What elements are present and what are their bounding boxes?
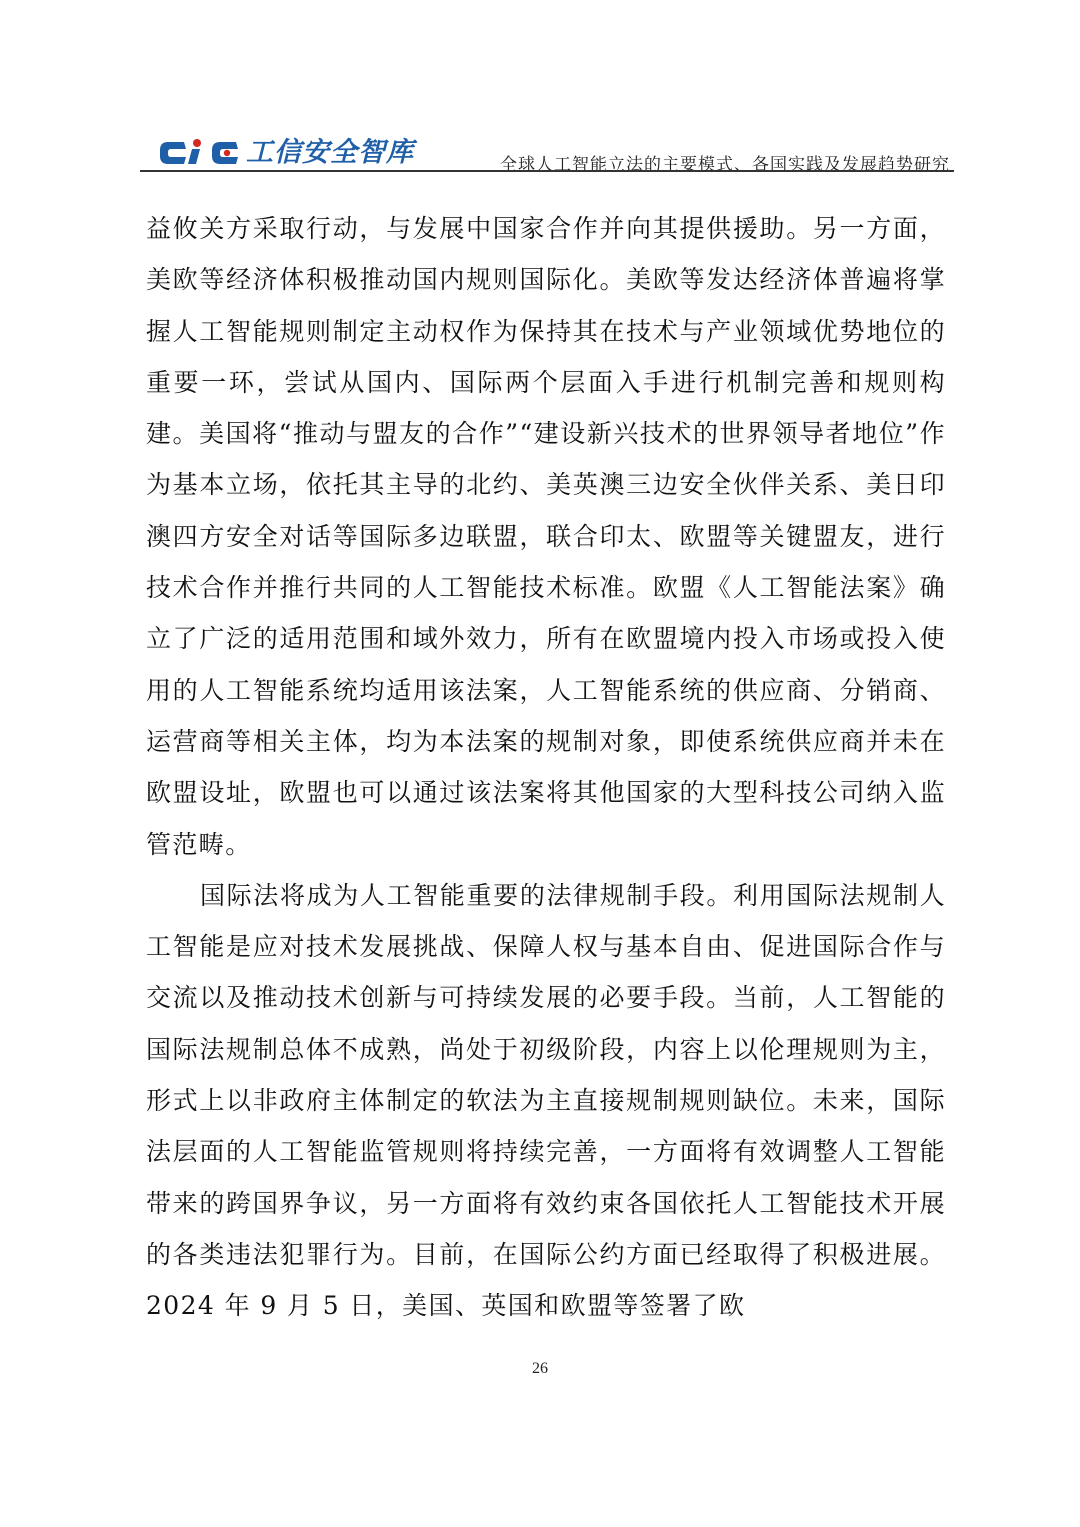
cic-logo-mark (156, 136, 242, 170)
page-number: 26 (532, 1360, 548, 1377)
cic-logo (156, 136, 414, 170)
paragraph-international-law: 国际法将成为人工智能重要的法律规制手段。利用国际法规制人工智能是应对技术发展挑战、保障人权与基本自由、促进国际合作与交流以及推动技术创新与可持续发展的必要手段。当前，人工智能的国际法规制总体不成熟，尚处于初级阶段，内容上以伦理规则为主，形式上以非政府主体制定的软法为主直接规制规则缺位。未来，国际法层面的人工智能监管规则将持续完善，一方面将有效调整人工智能带来的跨国界争议，另一方面将有效约束各国依托人工智能技术开展的各类违法犯罪行为。目前，在国际公约方面已经取得了积极进展。2024 年 9 月 5 日，美国、英国和欧盟等签署了欧 (146, 880, 946, 1321)
document-running-title: 全球人工智能立法的主要模式、各国实践及发展趋势研究 (500, 155, 950, 175)
header-divider (140, 170, 954, 172)
logo-text: 工信安全智库 (246, 137, 414, 168)
paragraph-continued: 益攸关方采取行动，与发展中国家合作并向其提供援助。另一方面，美欧等经济体积极推动国内规则国际化。美欧等发达经济体普遍将掌握人工智能规则制定主动权作为保持其在技术与产业领域优势地位的重要一环，尝试从国内、国际两个层面入手进行机制完善和规则构建。美国将“推动与盟友的合作”“建设新兴技术的世界领导者地位”作为基本立场，依托其主导的北约、美英澳三边安全伙伴关系、美日印澳四方安全对话等国际多边联盟，联合印太、欧盟等关键盟友，进行技术合作并推行共同的人工智能技术标准。欧盟《人工智能法案》确立了广泛的适用范围和域外效力，所有在欧盟境内投入市场或投入使用的人工智能系统均适用该法案，人工智能系统的供应商、分销商、运营商等相关主体，均为本法案的规制对象，即使系统供应商并未在欧盟设址，欧盟也可以通过该法案将其他国家的大型科技公司纳入监管范畴。 (146, 214, 946, 859)
body-text (146, 203, 946, 1332)
